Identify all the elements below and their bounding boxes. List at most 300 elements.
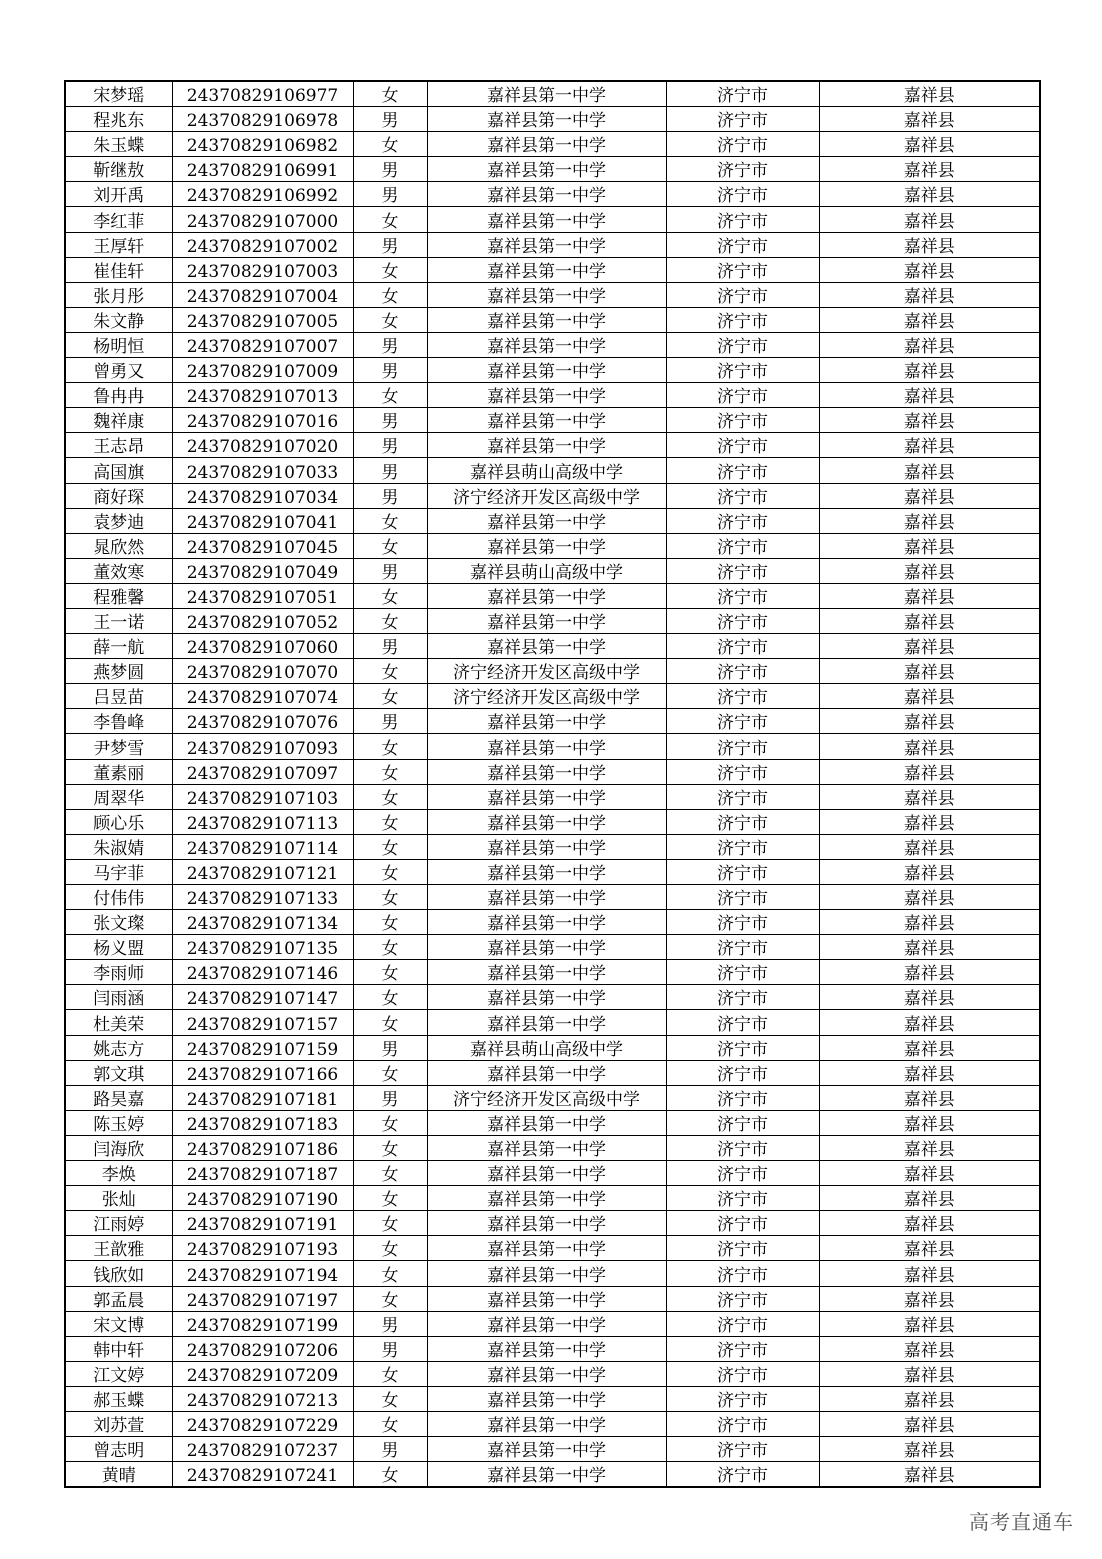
county-cell: 嘉祥县 — [819, 508, 1040, 533]
student-name-cell: 李焕 — [65, 1161, 172, 1186]
student-name-cell: 姚志方 — [65, 1035, 172, 1060]
city-cell: 济宁市 — [666, 408, 819, 433]
school-cell: 嘉祥县第一中学 — [427, 533, 666, 558]
city-cell: 济宁市 — [666, 809, 819, 834]
table-row — [65, 1462, 1040, 1488]
exam-number-cell: 24370829107134 — [172, 910, 353, 935]
table-row — [65, 307, 1040, 332]
table-row — [65, 332, 1040, 357]
table-row — [65, 232, 1040, 257]
exam-number-cell: 24370829107121 — [172, 859, 353, 884]
gender-cell: 男 — [353, 634, 427, 659]
exam-number-cell: 24370829107000 — [172, 207, 353, 232]
school-cell: 济宁经济开发区高级中学 — [427, 659, 666, 684]
county-cell: 嘉祥县 — [819, 935, 1040, 960]
school-cell: 嘉祥县第一中学 — [427, 1060, 666, 1085]
county-cell: 嘉祥县 — [819, 659, 1040, 684]
city-cell: 济宁市 — [666, 508, 819, 533]
exam-number-cell: 24370829107133 — [172, 885, 353, 910]
exam-number-cell: 24370829107190 — [172, 1186, 353, 1211]
county-cell: 嘉祥县 — [819, 608, 1040, 633]
city-cell: 济宁市 — [666, 759, 819, 784]
exam-number-cell: 24370829107052 — [172, 608, 353, 633]
school-cell: 嘉祥县第一中学 — [427, 784, 666, 809]
table-row — [65, 1186, 1040, 1211]
exam-number-cell: 24370829107049 — [172, 558, 353, 583]
table-row — [65, 1110, 1040, 1135]
exam-number-cell: 24370829107003 — [172, 257, 353, 282]
exam-number-cell: 24370829107093 — [172, 734, 353, 759]
student-name-cell: 张文璨 — [65, 910, 172, 935]
table-row — [65, 132, 1040, 157]
school-cell: 嘉祥县第一中学 — [427, 232, 666, 257]
county-cell: 嘉祥县 — [819, 1186, 1040, 1211]
city-cell: 济宁市 — [666, 1035, 819, 1060]
gender-cell: 女 — [353, 257, 427, 282]
county-cell: 嘉祥县 — [819, 1361, 1040, 1386]
gender-cell: 女 — [353, 809, 427, 834]
gender-cell: 女 — [353, 1135, 427, 1160]
school-cell: 嘉祥县第一中学 — [427, 282, 666, 307]
city-cell: 济宁市 — [666, 257, 819, 282]
gender-cell: 女 — [353, 1211, 427, 1236]
school-cell: 嘉祥县第一中学 — [427, 332, 666, 357]
city-cell: 济宁市 — [666, 859, 819, 884]
county-cell: 嘉祥县 — [819, 583, 1040, 608]
county-cell: 嘉祥县 — [819, 433, 1040, 458]
county-cell: 嘉祥县 — [819, 1386, 1040, 1411]
gender-cell: 女 — [353, 1286, 427, 1311]
exam-number-cell: 24370829107199 — [172, 1311, 353, 1336]
city-cell: 济宁市 — [666, 483, 819, 508]
student-name-cell: 崔佳轩 — [65, 257, 172, 282]
table-row — [65, 207, 1040, 232]
school-cell: 嘉祥县第一中学 — [427, 1186, 666, 1211]
gender-cell: 女 — [353, 583, 427, 608]
table-row — [65, 182, 1040, 207]
gender-cell: 男 — [353, 157, 427, 182]
table-row — [65, 1035, 1040, 1060]
county-cell: 嘉祥县 — [819, 634, 1040, 659]
exam-number-cell: 24370829107113 — [172, 809, 353, 834]
school-cell: 嘉祥县第一中学 — [427, 709, 666, 734]
school-cell: 嘉祥县第一中学 — [427, 1411, 666, 1436]
gender-cell: 男 — [353, 709, 427, 734]
county-cell: 嘉祥县 — [819, 107, 1040, 132]
city-cell: 济宁市 — [666, 1361, 819, 1386]
city-cell: 济宁市 — [666, 1261, 819, 1286]
city-cell: 济宁市 — [666, 132, 819, 157]
city-cell: 济宁市 — [666, 583, 819, 608]
student-name-cell: 李鲁峰 — [65, 709, 172, 734]
table-row — [65, 157, 1040, 182]
county-cell: 嘉祥县 — [819, 408, 1040, 433]
exam-number-cell: 24370829106982 — [172, 132, 353, 157]
gender-cell: 男 — [353, 1085, 427, 1110]
student-name-cell: 燕梦圆 — [65, 659, 172, 684]
county-cell: 嘉祥县 — [819, 1462, 1040, 1488]
school-cell: 嘉祥县第一中学 — [427, 759, 666, 784]
student-name-cell: 商好琛 — [65, 483, 172, 508]
table-row — [65, 985, 1040, 1010]
exam-number-cell: 24370829107135 — [172, 935, 353, 960]
exam-number-cell: 24370829107045 — [172, 533, 353, 558]
city-cell: 济宁市 — [666, 734, 819, 759]
gender-cell: 女 — [353, 659, 427, 684]
county-cell: 嘉祥县 — [819, 1161, 1040, 1186]
city-cell: 济宁市 — [666, 1286, 819, 1311]
table-row — [65, 257, 1040, 282]
student-name-cell: 魏祥康 — [65, 408, 172, 433]
table-row — [65, 809, 1040, 834]
school-cell: 嘉祥县第一中学 — [427, 107, 666, 132]
student-name-cell: 吕昱苗 — [65, 684, 172, 709]
gender-cell: 女 — [353, 207, 427, 232]
gender-cell: 女 — [353, 307, 427, 332]
school-cell: 嘉祥县第一中学 — [427, 1361, 666, 1386]
student-name-cell: 靳继敖 — [65, 157, 172, 182]
county-cell: 嘉祥县 — [819, 232, 1040, 257]
county-cell: 嘉祥县 — [819, 282, 1040, 307]
exam-number-cell: 24370829107060 — [172, 634, 353, 659]
student-name-cell: 马宇菲 — [65, 859, 172, 884]
gender-cell: 女 — [353, 910, 427, 935]
exam-number-cell: 24370829107007 — [172, 332, 353, 357]
table-row — [65, 709, 1040, 734]
school-cell: 嘉祥县萌山高级中学 — [427, 1035, 666, 1060]
gender-cell: 男 — [353, 1437, 427, 1462]
school-cell: 嘉祥县萌山高级中学 — [427, 458, 666, 483]
city-cell: 济宁市 — [666, 1060, 819, 1085]
exam-number-cell: 24370829107229 — [172, 1411, 353, 1436]
school-cell: 嘉祥县第一中学 — [427, 734, 666, 759]
county-cell: 嘉祥县 — [819, 483, 1040, 508]
student-name-cell: 陈玉婷 — [65, 1110, 172, 1135]
school-cell: 济宁经济开发区高级中学 — [427, 684, 666, 709]
gender-cell: 女 — [353, 1186, 427, 1211]
student-name-cell: 高国旗 — [65, 458, 172, 483]
county-cell: 嘉祥县 — [819, 383, 1040, 408]
roster-body — [65, 81, 1040, 1487]
city-cell: 济宁市 — [666, 358, 819, 383]
table-row — [65, 859, 1040, 884]
gender-cell: 女 — [353, 608, 427, 633]
table-row — [65, 433, 1040, 458]
city-cell: 济宁市 — [666, 608, 819, 633]
county-cell: 嘉祥县 — [819, 332, 1040, 357]
county-cell: 嘉祥县 — [819, 910, 1040, 935]
city-cell: 济宁市 — [666, 659, 819, 684]
county-cell: 嘉祥县 — [819, 834, 1040, 859]
table-row — [65, 583, 1040, 608]
student-name-cell: 宋文博 — [65, 1311, 172, 1336]
county-cell: 嘉祥县 — [819, 709, 1040, 734]
gender-cell: 女 — [353, 508, 427, 533]
student-name-cell: 董效寒 — [65, 558, 172, 583]
city-cell: 济宁市 — [666, 558, 819, 583]
city-cell: 济宁市 — [666, 1311, 819, 1336]
school-cell: 嘉祥县第一中学 — [427, 1161, 666, 1186]
city-cell: 济宁市 — [666, 1010, 819, 1035]
gender-cell: 女 — [353, 759, 427, 784]
gender-cell: 女 — [353, 960, 427, 985]
county-cell: 嘉祥县 — [819, 207, 1040, 232]
school-cell: 嘉祥县第一中学 — [427, 358, 666, 383]
student-name-cell: 杜美荣 — [65, 1010, 172, 1035]
student-name-cell: 朱淑婧 — [65, 834, 172, 859]
gender-cell: 男 — [353, 107, 427, 132]
student-name-cell: 郭孟晨 — [65, 1286, 172, 1311]
school-cell: 济宁经济开发区高级中学 — [427, 1085, 666, 1110]
county-cell: 嘉祥县 — [819, 1110, 1040, 1135]
county-cell: 嘉祥县 — [819, 1135, 1040, 1160]
school-cell: 嘉祥县第一中学 — [427, 433, 666, 458]
exam-number-cell: 24370829107191 — [172, 1211, 353, 1236]
gender-cell: 女 — [353, 1411, 427, 1436]
table-row — [65, 358, 1040, 383]
exam-number-cell: 24370829107206 — [172, 1336, 353, 1361]
table-row — [65, 734, 1040, 759]
county-cell: 嘉祥县 — [819, 358, 1040, 383]
student-name-cell: 闫海欣 — [65, 1135, 172, 1160]
student-name-cell: 袁梦迪 — [65, 508, 172, 533]
table-row — [65, 81, 1040, 107]
student-name-cell: 鲁冉冉 — [65, 383, 172, 408]
table-row — [65, 1437, 1040, 1462]
table-row — [65, 885, 1040, 910]
table-row — [65, 107, 1040, 132]
student-name-cell: 李红菲 — [65, 207, 172, 232]
county-cell: 嘉祥县 — [819, 81, 1040, 107]
table-row — [65, 834, 1040, 859]
table-row — [65, 1236, 1040, 1261]
student-name-cell: 张月彤 — [65, 282, 172, 307]
table-row — [65, 634, 1040, 659]
student-name-cell: 薛一航 — [65, 634, 172, 659]
school-cell: 嘉祥县第一中学 — [427, 157, 666, 182]
student-name-cell: 尹梦雪 — [65, 734, 172, 759]
city-cell: 济宁市 — [666, 985, 819, 1010]
gender-cell: 女 — [353, 1261, 427, 1286]
student-name-cell: 晁欣然 — [65, 533, 172, 558]
county-cell: 嘉祥县 — [819, 1311, 1040, 1336]
gender-cell: 女 — [353, 1060, 427, 1085]
student-name-cell: 王一诺 — [65, 608, 172, 633]
student-name-cell: 刘开禹 — [65, 182, 172, 207]
county-cell: 嘉祥县 — [819, 1286, 1040, 1311]
school-cell: 嘉祥县第一中学 — [427, 935, 666, 960]
exam-number-cell: 24370829107181 — [172, 1085, 353, 1110]
exam-number-cell: 24370829107002 — [172, 232, 353, 257]
county-cell: 嘉祥县 — [819, 458, 1040, 483]
county-cell: 嘉祥县 — [819, 1211, 1040, 1236]
student-name-cell: 刘苏萱 — [65, 1411, 172, 1436]
table-row — [65, 1336, 1040, 1361]
student-name-cell: 曾勇又 — [65, 358, 172, 383]
school-cell: 嘉祥县第一中学 — [427, 1286, 666, 1311]
school-cell: 嘉祥县第一中学 — [427, 1462, 666, 1488]
gender-cell: 女 — [353, 1110, 427, 1135]
exam-number-cell: 24370829107237 — [172, 1437, 353, 1462]
county-cell: 嘉祥县 — [819, 684, 1040, 709]
city-cell: 济宁市 — [666, 332, 819, 357]
gender-cell: 女 — [353, 1462, 427, 1488]
student-name-cell: 顾心乐 — [65, 809, 172, 834]
table-row — [65, 508, 1040, 533]
school-cell: 嘉祥县第一中学 — [427, 207, 666, 232]
table-row — [65, 608, 1040, 633]
exam-number-cell: 24370829107076 — [172, 709, 353, 734]
school-cell: 嘉祥县第一中学 — [427, 307, 666, 332]
county-cell: 嘉祥县 — [819, 182, 1040, 207]
school-cell: 嘉祥县第一中学 — [427, 885, 666, 910]
city-cell: 济宁市 — [666, 307, 819, 332]
county-cell: 嘉祥县 — [819, 132, 1040, 157]
student-name-cell: 杨义盟 — [65, 935, 172, 960]
source-watermark: 高考直通车 — [969, 1510, 1074, 1534]
city-cell: 济宁市 — [666, 885, 819, 910]
gender-cell: 男 — [353, 483, 427, 508]
county-cell: 嘉祥县 — [819, 759, 1040, 784]
city-cell: 济宁市 — [666, 107, 819, 132]
gender-cell: 男 — [353, 433, 427, 458]
table-row — [65, 759, 1040, 784]
table-row — [65, 659, 1040, 684]
city-cell: 济宁市 — [666, 1462, 819, 1488]
exam-number-cell: 24370829106978 — [172, 107, 353, 132]
table-row — [65, 458, 1040, 483]
exam-number-cell: 24370829107147 — [172, 985, 353, 1010]
table-row — [65, 282, 1040, 307]
city-cell: 济宁市 — [666, 458, 819, 483]
table-row — [65, 910, 1040, 935]
school-cell: 济宁经济开发区高级中学 — [427, 483, 666, 508]
school-cell: 嘉祥县第一中学 — [427, 1110, 666, 1135]
table-row — [65, 1085, 1040, 1110]
table-row — [65, 1010, 1040, 1035]
county-cell: 嘉祥县 — [819, 1411, 1040, 1436]
county-cell: 嘉祥县 — [819, 1261, 1040, 1286]
county-cell: 嘉祥县 — [819, 960, 1040, 985]
table-row — [65, 1261, 1040, 1286]
exam-number-cell: 24370829107183 — [172, 1110, 353, 1135]
gender-cell: 女 — [353, 985, 427, 1010]
table-row — [65, 1361, 1040, 1386]
exam-number-cell: 24370829106992 — [172, 182, 353, 207]
gender-cell: 女 — [353, 1010, 427, 1035]
school-cell: 嘉祥县第一中学 — [427, 608, 666, 633]
school-cell: 嘉祥县第一中学 — [427, 1336, 666, 1361]
table-row — [65, 1161, 1040, 1186]
gender-cell: 女 — [353, 383, 427, 408]
city-cell: 济宁市 — [666, 910, 819, 935]
city-cell: 济宁市 — [666, 1236, 819, 1261]
school-cell: 嘉祥县萌山高级中学 — [427, 558, 666, 583]
county-cell: 嘉祥县 — [819, 1236, 1040, 1261]
city-cell: 济宁市 — [666, 1411, 819, 1436]
county-cell: 嘉祥县 — [819, 257, 1040, 282]
county-cell: 嘉祥县 — [819, 985, 1040, 1010]
exam-number-cell: 24370829107041 — [172, 508, 353, 533]
city-cell: 济宁市 — [666, 1336, 819, 1361]
gender-cell: 男 — [353, 358, 427, 383]
student-name-cell: 江雨婷 — [65, 1211, 172, 1236]
exam-number-cell: 24370829107187 — [172, 1161, 353, 1186]
student-name-cell: 郝玉蝶 — [65, 1386, 172, 1411]
student-name-cell: 董素丽 — [65, 759, 172, 784]
school-cell: 嘉祥县第一中学 — [427, 985, 666, 1010]
county-cell: 嘉祥县 — [819, 885, 1040, 910]
student-name-cell: 闫雨涵 — [65, 985, 172, 1010]
table-row — [65, 483, 1040, 508]
gender-cell: 男 — [353, 332, 427, 357]
gender-cell: 男 — [353, 408, 427, 433]
school-cell: 嘉祥县第一中学 — [427, 182, 666, 207]
county-cell: 嘉祥县 — [819, 558, 1040, 583]
city-cell: 济宁市 — [666, 1386, 819, 1411]
exam-number-cell: 24370829107114 — [172, 834, 353, 859]
gender-cell: 男 — [353, 1311, 427, 1336]
school-cell: 嘉祥县第一中学 — [427, 960, 666, 985]
gender-cell: 女 — [353, 1236, 427, 1261]
exam-number-cell: 24370829107157 — [172, 1010, 353, 1035]
school-cell: 嘉祥县第一中学 — [427, 132, 666, 157]
gender-cell: 男 — [353, 558, 427, 583]
city-cell: 济宁市 — [666, 634, 819, 659]
school-cell: 嘉祥县第一中学 — [427, 408, 666, 433]
city-cell: 济宁市 — [666, 960, 819, 985]
gender-cell: 女 — [353, 935, 427, 960]
exam-number-cell: 24370829107159 — [172, 1035, 353, 1060]
school-cell: 嘉祥县第一中学 — [427, 859, 666, 884]
school-cell: 嘉祥县第一中学 — [427, 1010, 666, 1035]
student-name-cell: 付伟伟 — [65, 885, 172, 910]
city-cell: 济宁市 — [666, 207, 819, 232]
school-cell: 嘉祥县第一中学 — [427, 834, 666, 859]
city-cell: 济宁市 — [666, 1437, 819, 1462]
gender-cell: 男 — [353, 1035, 427, 1060]
student-name-cell: 张灿 — [65, 1186, 172, 1211]
gender-cell: 男 — [353, 232, 427, 257]
county-cell: 嘉祥县 — [819, 1336, 1040, 1361]
exam-number-cell: 24370829107051 — [172, 583, 353, 608]
city-cell: 济宁市 — [666, 709, 819, 734]
county-cell: 嘉祥县 — [819, 784, 1040, 809]
table-row — [65, 1135, 1040, 1160]
student-name-cell: 杨明恒 — [65, 332, 172, 357]
table-row — [65, 960, 1040, 985]
student-name-cell: 宋梦瑶 — [65, 81, 172, 107]
city-cell: 济宁市 — [666, 1211, 819, 1236]
exam-number-cell: 24370829107166 — [172, 1060, 353, 1085]
school-cell: 嘉祥县第一中学 — [427, 81, 666, 107]
city-cell: 济宁市 — [666, 1110, 819, 1135]
student-name-cell: 郭文琪 — [65, 1060, 172, 1085]
exam-number-cell: 24370829106977 — [172, 81, 353, 107]
table-row — [65, 684, 1040, 709]
table-row — [65, 1311, 1040, 1336]
student-list-table — [64, 80, 1039, 1488]
city-cell: 济宁市 — [666, 157, 819, 182]
city-cell: 济宁市 — [666, 1085, 819, 1110]
exam-number-cell: 24370829107013 — [172, 383, 353, 408]
student-name-cell: 朱玉蝶 — [65, 132, 172, 157]
student-name-cell: 王歆雅 — [65, 1236, 172, 1261]
table-row — [65, 558, 1040, 583]
county-cell: 嘉祥县 — [819, 533, 1040, 558]
table-row — [65, 1211, 1040, 1236]
table-row — [65, 533, 1040, 558]
